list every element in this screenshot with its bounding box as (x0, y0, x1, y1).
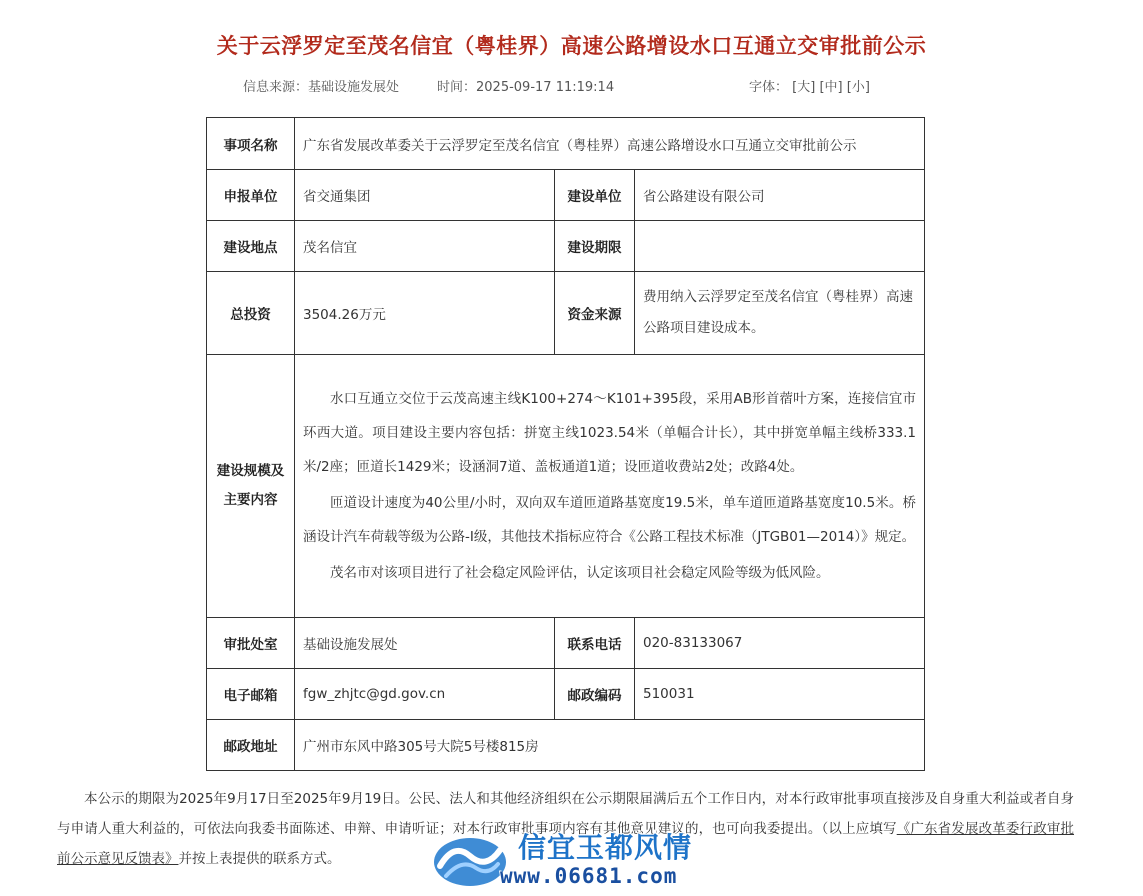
scale-content (295, 355, 925, 618)
site-watermark (430, 824, 730, 896)
builder-value: 省公路建设有限公司 (635, 170, 925, 221)
site-label: 建设地点 (207, 221, 295, 272)
publish-time (437, 76, 614, 95)
table-row (207, 669, 925, 720)
scale-paragraph: 水口互通立交位于云茂高速主线K100+274～K101+395段，采用AB形首蓿叶方案，连接信宜市环西大道。项目建设主要内容包括：拼宽主线1023.54米（单幅合计长），其中拼宽单幅主线桥333.1米/2座；匝道长1429米；设涵洞7道、盖板通道1道；设匝道收费站2处；改路4处。 (303, 391, 917, 475)
watermark-url: www.06681.com (500, 864, 678, 888)
info-source-value: 基础设施发展处 (308, 80, 400, 95)
table-row (207, 355, 925, 618)
period-label: 建设期限 (555, 221, 635, 272)
dept-label: 审批处室 (207, 618, 295, 669)
notice-text: 本公示的期限为2025年9月17日至2025年9月19日。公民、法人和其他经济组织在公示期限届满后五个工作日内，对本行政审批事项直接涉及自身重大利益或者自身与申请人重大利益的，可依法向我委书面陈述、申辩、申请听证；对本行政审批事项内容有其他意见建议的，也可向我委提出。（以上应填写 (57, 791, 1074, 837)
address-label: 邮政地址 (207, 720, 295, 771)
scale-label-line1: 建设规模及 (216, 463, 285, 479)
table-row (207, 170, 925, 221)
watermark-brand: 信宜玉都风情 (518, 831, 693, 864)
investment-value: 3504.26万元 (295, 272, 555, 355)
site-value: 茂名信宜 (295, 221, 555, 272)
phone-value: 020-83133067 (635, 618, 925, 669)
font-size-switcher (749, 76, 870, 95)
period-value (635, 221, 925, 272)
applicant-label: 申报单位 (207, 170, 295, 221)
postcode-label: 邮政编码 (555, 669, 635, 720)
postcode-value: 510031 (635, 669, 925, 720)
address-value: 广州市东风中路305号大院5号楼815房 (295, 720, 925, 771)
dept-value: 基础设施发展处 (295, 618, 555, 669)
email-label: 电子邮箱 (207, 669, 295, 720)
table-row (207, 720, 925, 771)
phone-label: 联系电话 (555, 618, 635, 669)
funding-value: 费用纳入云浮罗定至茂名信宜（粤桂界）高速公路项目建设成本。 (635, 272, 925, 355)
builder-label: 建设单位 (555, 170, 635, 221)
scale-label-line2: 主要内容 (223, 492, 278, 508)
watermark-logo-icon (430, 828, 510, 890)
table-row (207, 118, 925, 170)
scale-paragraph: 匝道设计速度为40公里/小时，双向双车道匝道路基宽度19.5米，单车道匝道路基宽度10.5米。桥涵设计汽车荷载等级为公路-Ⅰ级，其他技术指标应符合《公路工程技术标准（JTGB01—2014）》规定。 (303, 495, 917, 545)
scale-paragraph: 茂名市对该项目进行了社会稳定风险评估，认定该项目社会稳定风险等级为低风险。 (330, 565, 830, 581)
font-medium-link[interactable]: [中] (819, 80, 843, 95)
email-value: fgw_zhjtc@gd.gov.cn (295, 669, 555, 720)
applicant-value: 省交通集团 (295, 170, 555, 221)
table-row (207, 618, 925, 669)
item-name-value: 广东省发展改革委关于云浮罗定至茂名信宜（粤桂界）高速公路增设水口互通立交审批前公示 (295, 118, 925, 170)
page-title: 关于云浮罗定至茂名信宜（粤桂界）高速公路增设水口互通立交审批前公示 (216, 34, 927, 58)
notice-text-tail: 并按上表提供的联系方式。 (178, 851, 341, 867)
table-row (207, 221, 925, 272)
table-row (207, 272, 925, 355)
publish-time-label: 时间： (437, 80, 477, 95)
info-source (243, 76, 399, 95)
info-source-label: 信息来源： (243, 80, 309, 95)
font-large-link[interactable]: [大] (792, 80, 816, 95)
font-small-link[interactable]: [小] (846, 80, 870, 95)
font-size-label: 字体： (749, 80, 789, 95)
publish-time-value: 2025-09-17 11:19:14 (476, 80, 615, 95)
scale-label (207, 355, 295, 618)
funding-label: 资金来源 (555, 272, 635, 355)
item-name-label: 事项名称 (207, 118, 295, 170)
project-info-table (206, 117, 925, 771)
feedback-form-link[interactable]: 《广东省发展改革委行政审批前公示意见反馈表》 (57, 821, 1075, 867)
investment-label: 总投资 (207, 272, 295, 355)
